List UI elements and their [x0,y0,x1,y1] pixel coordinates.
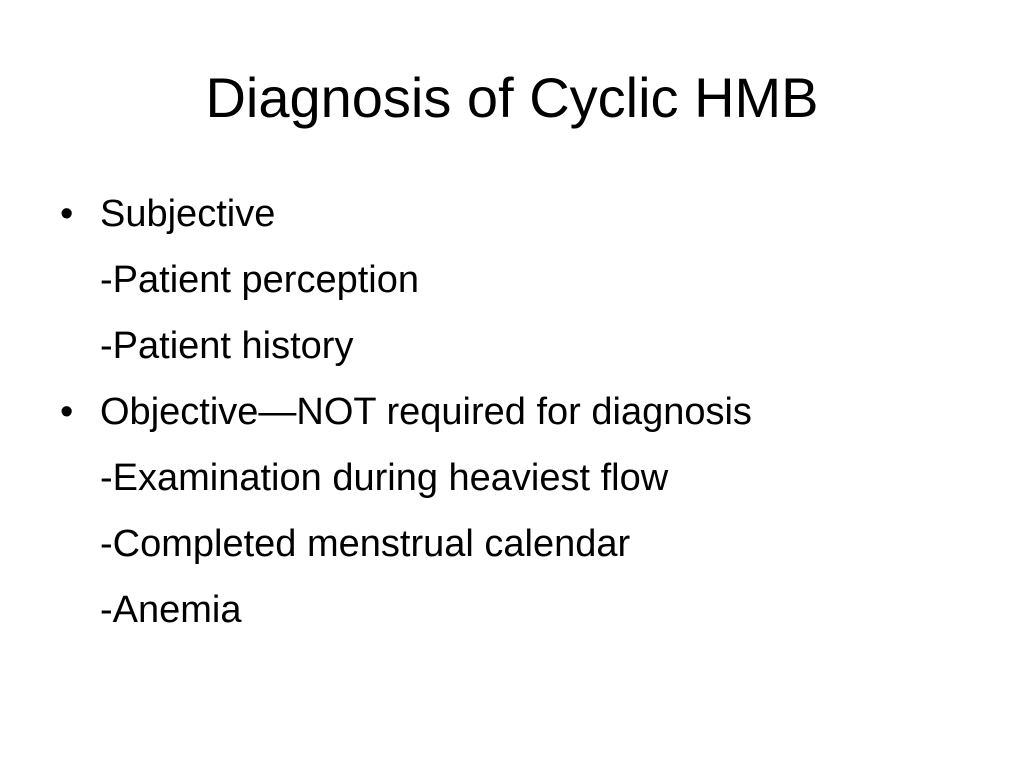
slide-title: Diagnosis of Cyclic HMB [205,66,819,129]
bullet-item-subjective [60,185,960,251]
sub-item-patient-history [60,317,960,383]
sub-item-text: -Patient perception [100,259,419,301]
sub-item-anemia [60,581,960,647]
sub-item-examination [60,449,960,515]
sub-item-text: -Examination during heaviest flow [100,457,669,499]
bullet-icon: • [60,391,74,433]
bullet-text: Objective—NOT required for diagnosis [100,391,752,433]
bullet-item-objective [60,383,960,449]
sub-item-patient-perception [60,251,960,317]
sub-item-text: -Completed menstrual calendar [100,523,631,565]
sub-item-text: -Anemia [100,589,242,631]
slide-body [60,185,960,647]
bullet-icon: • [60,193,74,235]
sub-item-menstrual-calendar [60,515,960,581]
sub-item-text: -Patient history [100,325,354,367]
bullet-text: Subjective [100,193,276,235]
